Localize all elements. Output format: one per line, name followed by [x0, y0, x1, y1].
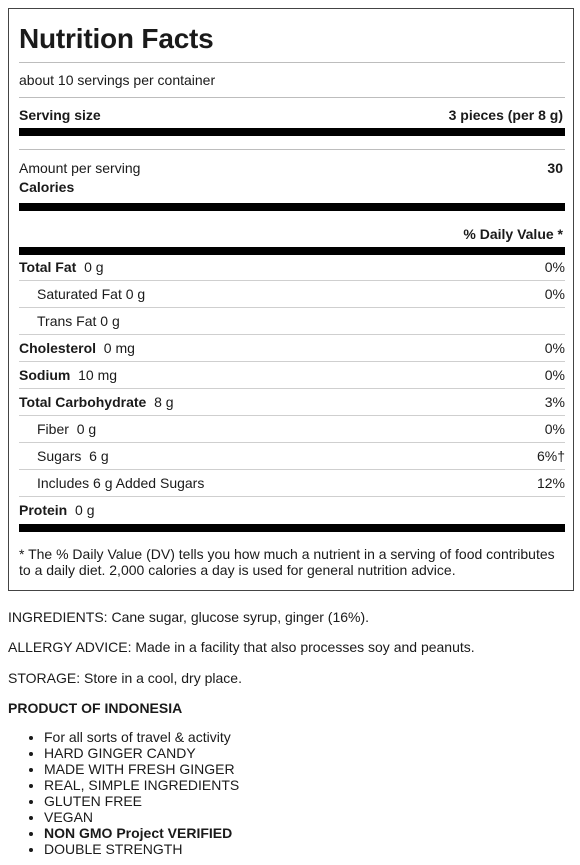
- divider: [19, 97, 565, 98]
- nutrient-name: Saturated Fat 0 g: [37, 286, 146, 302]
- thick-divider: [19, 524, 565, 532]
- thick-divider: [19, 128, 565, 136]
- nutrient-amount: 0 g: [76, 421, 97, 437]
- nutrient-name: Cholesterol: [19, 340, 97, 356]
- nutrition-facts-label: [8, 8, 574, 591]
- product-origin: PRODUCT OF INDONESIA: [8, 700, 183, 716]
- nutrient-row-sugars: [19, 444, 565, 470]
- nutrient-name: Protein: [19, 502, 68, 518]
- list-item: • For all sorts of travel & activity: [44, 729, 239, 745]
- label-title: Nutrition Facts: [19, 23, 214, 54]
- divider: [19, 149, 565, 150]
- thick-divider: [19, 247, 565, 255]
- nutrient-dv: 0%: [544, 286, 565, 302]
- nutrient-dv: 6%†: [536, 448, 565, 464]
- feature-list: [8, 729, 239, 857]
- allergy-advice-text: ALLERGY ADVICE: Made in a facility that also processes soy and peanuts.: [8, 639, 475, 655]
- nutrient-dv: 12%: [536, 475, 565, 491]
- nutrient-row-added-sugars: [19, 471, 565, 497]
- nutrient-row-trans-fat: [19, 309, 565, 335]
- list-item: • GLUTEN FREE: [44, 793, 239, 809]
- nutrient-dv: 0%: [544, 421, 565, 437]
- nutrient-amount: 10 mg: [78, 367, 118, 383]
- amount-per-serving: Amount per serving: [19, 160, 141, 176]
- list-item: • HARD GINGER CANDY: [44, 745, 239, 761]
- nutrient-name: Fiber: [37, 421, 69, 437]
- storage-text: STORAGE: Store in a cool, dry place.: [8, 670, 242, 686]
- nutrient-row-total-carbohydrate: [19, 390, 565, 416]
- nutrient-name: Sugars: [37, 448, 82, 464]
- nutrient-name: Total Carbohydrate: [19, 394, 147, 410]
- nutrient-amount: 0 g: [84, 259, 104, 275]
- nutrient-name: Sodium: [19, 367, 71, 383]
- thick-divider: [19, 203, 565, 211]
- list-item: • MADE WITH FRESH GINGER: [44, 761, 239, 777]
- list-item: • REAL, SIMPLE INGREDIENTS: [44, 777, 239, 793]
- serving-size-value: 3 pieces (per 8 g): [448, 107, 563, 123]
- nutrient-amount: 0 g: [75, 502, 95, 518]
- nutrient-row-cholesterol: [19, 336, 565, 362]
- nutrient-row-protein: [19, 498, 565, 524]
- nutrient-dv: 0%: [544, 340, 565, 356]
- daily-value-footnote: * The % Daily Value (DV) tells you how much a nutrient in a serving of food contributes to a daily diet. 2,000 calories a day is used for general nutrition advice.: [19, 546, 555, 578]
- nutrient-amount: 6 g: [89, 448, 109, 464]
- nutrient-dv: 3%: [544, 394, 565, 410]
- nutrient-row-total-fat: [19, 255, 565, 281]
- list-item: • DOUBLE STRENGTH: [44, 841, 239, 857]
- nutrient-row-saturated-fat: [19, 282, 565, 308]
- divider: [19, 62, 565, 63]
- nutrient-dv: 0%: [544, 367, 565, 383]
- nutrient-amount: 0 mg: [103, 340, 135, 356]
- daily-value-header: % Daily Value *: [463, 226, 563, 242]
- servings-per-container: about 10 servings per container: [19, 72, 216, 88]
- list-item: • NON GMO Project VERIFIED: [44, 825, 239, 841]
- nutrient-dv: 0%: [544, 259, 565, 275]
- nutrient-name: Includes 6 g Added Sugars: [37, 475, 205, 491]
- nutrient-name: Total Fat: [19, 259, 77, 275]
- ingredients-text: INGREDIENTS: Cane sugar, glucose syrup, ginger (16%).: [8, 609, 370, 625]
- nutrient-name: Trans Fat 0 g: [37, 313, 120, 329]
- calories-value: 30: [547, 160, 563, 176]
- nutrient-amount: 8 g: [154, 394, 174, 410]
- nutrient-row-sodium: [19, 363, 565, 389]
- nutrient-row-fiber: [19, 417, 565, 443]
- calories-label: Calories: [19, 179, 75, 195]
- list-item: • VEGAN: [44, 809, 239, 825]
- serving-size-label: Serving size: [19, 107, 101, 123]
